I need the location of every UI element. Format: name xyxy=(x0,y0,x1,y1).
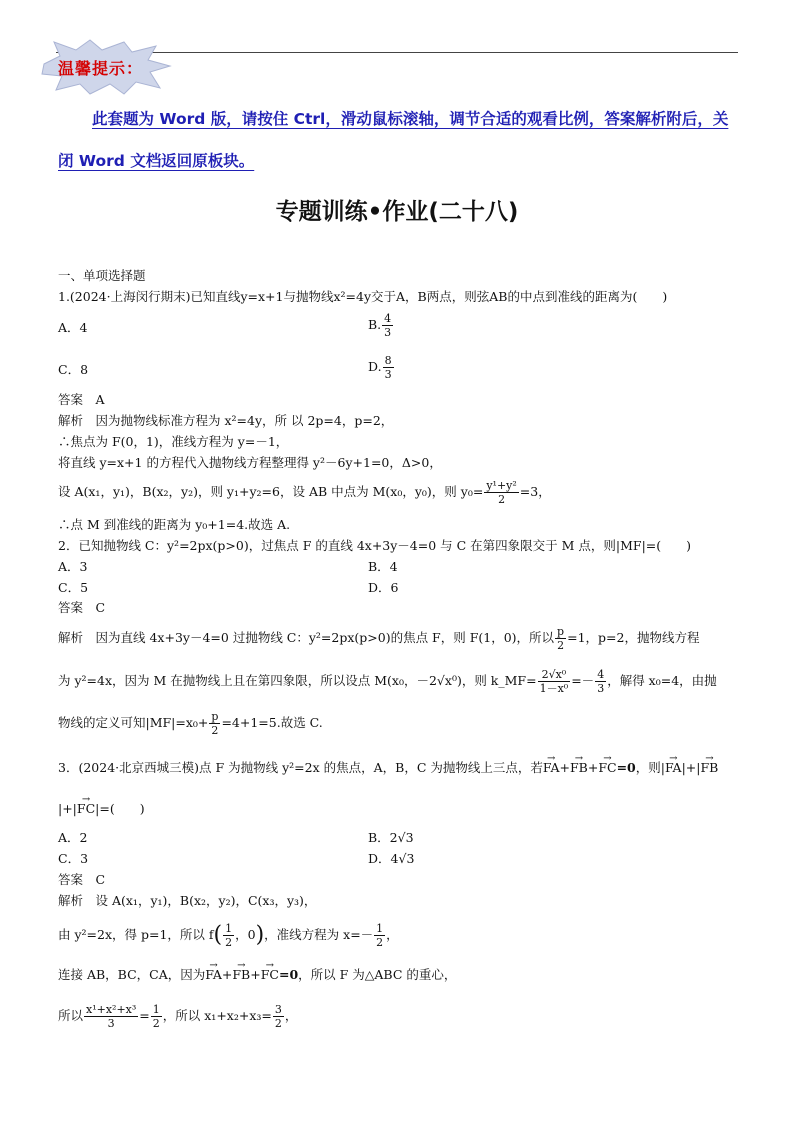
q3-option-a: A．2 xyxy=(58,830,88,845)
q1-solution-line4: 设 A(x₁，y₁)，B(x₂，y₂)，则 y₁+y₂=6，设 AB 中点为 M(x₀，y₀)，则 y₀= $\frac{\text{y¹+y²}}{2}$ =3， xyxy=(58,479,551,506)
q2-answer: 答案 C xyxy=(58,600,106,615)
q3-answer: 答案 C xyxy=(58,872,106,887)
q2-option-d: D．6 xyxy=(368,580,399,595)
page-title: 专题训练•作业(二十八) xyxy=(275,199,519,225)
q2-option-c: C．5 xyxy=(58,580,89,595)
tip-text: 此套题为 Word 版，请按住 Ctrl，滑动鼠标滚轴，调节合适的观看比例，答案解析附后，关闭 Word 文档返回原板块。 xyxy=(58,110,729,170)
q3-solution-line4: 所以 $\frac{\text{x¹+x²+x³}}{3}$ = $\frac{1}{2}$ ，所以 x₁+x₂+x₃= $\frac{3}{2}$ ， xyxy=(58,1003,298,1030)
q1-answer: 答案 A xyxy=(58,392,105,407)
q1-option-a: A．4 xyxy=(58,320,88,335)
q1-stem: 1.(2024·上海闵行期末)已知直线y=x+1与抛物线x²=4y交于A，B两点，则弦AB的中点到准线的距离为( ) xyxy=(58,289,668,304)
q3-solution-line1: 解析 设 A(x₁，y₁)，B(x₂，y₂)，C(x₃，y₃)， xyxy=(58,893,317,908)
tip-badge xyxy=(40,38,172,96)
q2-solution-line2: 为 y²=4x，因为 M 在抛物线上且在第四象限，所以设点 M(x₀，－2√x⁰)，则 k_MF= $\frac{\text{2√x⁰}}{\text{1－x⁰}}$ =－ $\frac{4}{3}$ ，解得 x₀=4，由抛 xyxy=(58,668,717,695)
q2-stem: 2．已知抛物线 C：y²=2px(p>0)，过焦点 F 的直线 4x+3y－4=0 与 C 在第四象限交于 M 点，则|MF|=( ) xyxy=(58,538,692,553)
q1-option-b-fraction: $\frac{4}{3}$ xyxy=(384,312,392,339)
tip-badge-label: 温馨提示： xyxy=(58,59,144,78)
q1-option-d-fraction: $\frac{8}{3}$ xyxy=(384,354,392,381)
q1-option-c: C．8 xyxy=(58,362,89,377)
q2-solution-line1: 解析 因为直线 4x+3y－4=0 过抛物线 C：y²=2px(p>0)的焦点 F，则 F(1，0)，所以 $\frac{p}{2}$ =1，p=2，抛物线方程 xyxy=(58,625,700,652)
q3-stem-line2: |+|→ FC|=( ) xyxy=(58,801,145,817)
q3-option-d: D．4√3 xyxy=(368,851,415,866)
q2-option-a: A．3 xyxy=(58,559,88,574)
q2-solution-line3: 物线的定义可知|MF|=x₀+ $\frac{p}{2}$ =4+1=5.故选 C. xyxy=(58,710,323,737)
q3-solution-line3: 连接 AB，BC，CA，因为→ FA+→ FB+→ FC=0，所以 F 为△ABC 的重心， xyxy=(58,967,456,983)
q1-solution-line2: ∴焦点为 F(0，1)，准线方程为 y=－1， xyxy=(58,434,289,449)
q2-option-b: B．4 xyxy=(368,559,398,574)
q1-solution-line3: 将直线 y=x+1 的方程代入抛物线方程整理得 y²－6y+1=0，Δ>0， xyxy=(58,455,442,470)
q3-stem-line1: 3．(2024·北京西城三模)点 F 为抛物线 y²=2x 的焦点，A，B，C 为抛物线上三点，若→ FA+→ FB+→ FC=0，则|→ FA|+|→ FB xyxy=(58,760,718,776)
q3-option-c: C．3 xyxy=(58,851,89,866)
q1-option-b: B. $\frac{4}{3}$ xyxy=(368,312,392,339)
q1-option-d: D. $\frac{8}{3}$ xyxy=(368,354,392,381)
q1-solution-line1: 解析 因为抛物线标准方程为 x²=4y，所 以 2p=4，p=2， xyxy=(58,413,394,428)
section-heading: 一、单项选择题 xyxy=(58,268,146,283)
q3-solution-line2: 由 y²=2x，得 p=1，所以 f( $\frac{1}{2}$ ，0)，准线方程为 x=－ $\frac{1}{2}$ ， xyxy=(58,922,399,949)
q1-solution-line5: ∴点 M 到准线的距离为 y₀+1=4.故选 A. xyxy=(58,517,291,532)
q3-option-b: B．2√3 xyxy=(368,830,414,845)
